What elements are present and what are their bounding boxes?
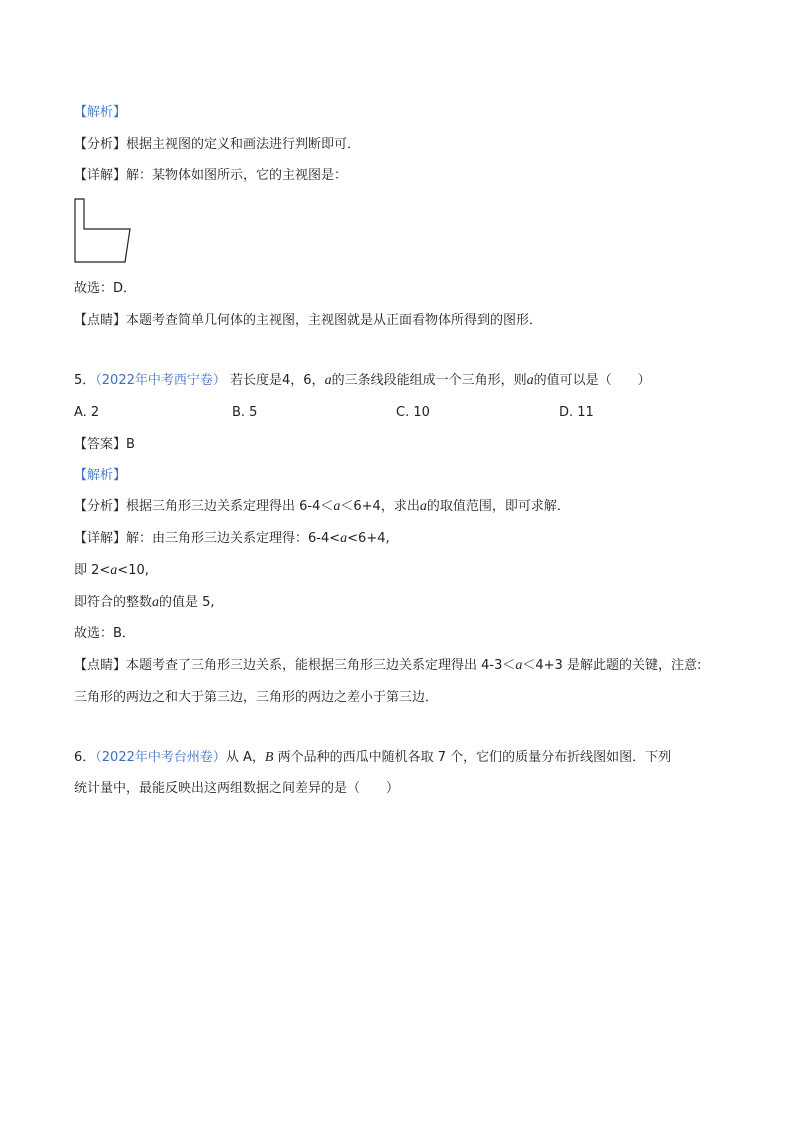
prev-fenxi: 【分析】根据主视图的定义和画法进行判断即可．: [74, 137, 361, 152]
q5-fuhe: 即符合的整数a的值是 5,: [74, 595, 215, 610]
q5-stem: 5．（2022年中考西宁卷） 若长度是4，6，a的三条线段能组成一个三角形，则a的值可以是（ ）: [74, 373, 651, 388]
q5-option-a[interactable]: A. 2: [74, 405, 100, 420]
q6-stem-line2: 统计量中，最能反映出这两组数据之间差异的是（ ）: [74, 781, 400, 796]
q5-fenxi: 【分析】根据三角形三边关系定理得出 6-4＜a＜6+4，求出a的取值范围，即可求解．: [74, 499, 570, 514]
q5-analysis-heading: 【解析】: [74, 468, 127, 483]
front-view-shape: [75, 199, 130, 262]
q5-ji: 即 2<a<10,: [74, 563, 149, 578]
q5-dianjing-line2: 三角形的两边之和大于第三边，三角形的两边之差小于第三边．: [74, 690, 439, 705]
prev-dianjing: 【点睛】本题考查简单几何体的主视图，主视图就是从正面看物体所得到的图形．: [74, 313, 543, 328]
q6-stem: 6．（2022年中考台州卷）从 A，B 两个品种的西瓜中随机各取 7 个，它们的质量分布折线图如图．下列: [74, 750, 672, 765]
q5-options: [74, 404, 734, 422]
q5-xiangjie: 【详解】解：由三角形三边关系定理得：6-4<a<6+4,: [74, 531, 390, 546]
prev-analysis-heading: 【解析】: [74, 105, 127, 120]
q5-choice: 故选：B．: [74, 626, 135, 641]
q5-dianjing: 【点睛】本题考查了三角形三边关系，能根据三角形三边关系定理得出 4-3＜a＜4+3 是解此题的关键，注意:: [74, 658, 702, 673]
q5-option-b[interactable]: B. 5: [232, 405, 258, 420]
q5-option-c[interactable]: C. 10: [396, 405, 430, 420]
prev-xiangjie: 【详解】解：某物体如图所示，它的主视图是：: [74, 168, 348, 183]
q5-answer: 【答案】B: [74, 437, 135, 452]
q5-option-d[interactable]: D. 11: [559, 405, 594, 420]
front-view-figure: [74, 198, 134, 264]
prev-choice: 故选：D．: [74, 281, 137, 296]
